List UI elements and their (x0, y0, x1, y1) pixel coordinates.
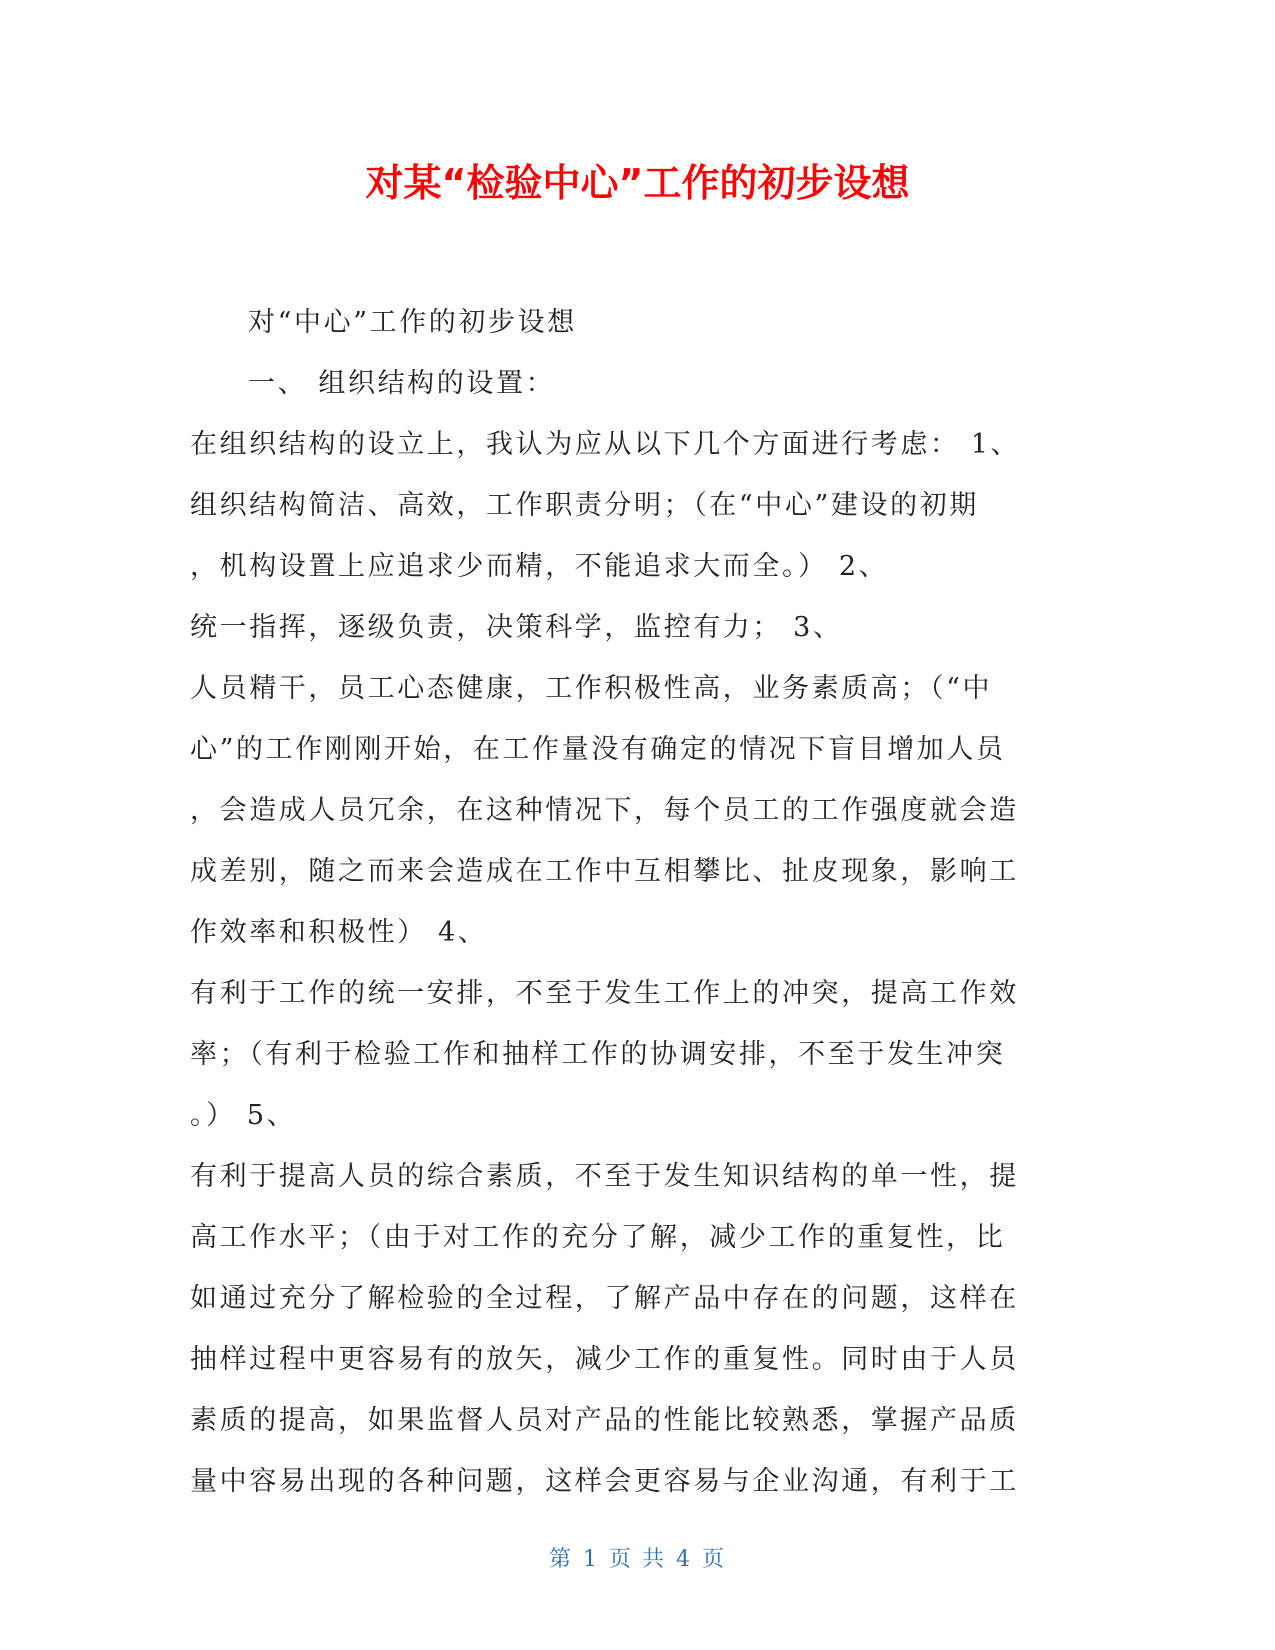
body-line: 心”的工作刚刚开始，在工作量没有确定的情况下盲目增加人员 (190, 734, 1006, 765)
body-line: 一、 组织结构的设置： (248, 368, 556, 399)
footer-prefix: 第 (548, 1547, 573, 1572)
body-line: 统一指挥，逐级负责，决策科学，监控有力； 3、 (190, 612, 843, 643)
document-body (190, 292, 1070, 1512)
body-line: 成差别，随之而来会造成在工作中互相攀比、扯皮现象，影响工 (190, 856, 1019, 887)
body-line: 对“中心”工作的初步设想 (248, 307, 577, 338)
body-line: 如通过充分了解检验的全过程，了解产品中存在的问题，这样在 (190, 1283, 1019, 1314)
body-line: 组织结构简洁、高效，工作职责分明；（在“中心”建设的初期 (190, 490, 979, 521)
body-line: 在组织结构的设立上，我认为应从以下几个方面进行考虑： 1、 (190, 429, 1021, 460)
footer-suffix: 页 (702, 1547, 727, 1572)
body-line: 有利于工作的统一安排，不至于发生工作上的冲突，提高工作效 (190, 978, 1019, 1009)
footer-mid: 页 共 (609, 1547, 666, 1572)
page-footer (0, 1542, 1275, 1573)
body-line: 作效率和积极性） 4、 (190, 917, 488, 948)
body-line: 。） 5、 (190, 1100, 297, 1131)
document-title: 对某“检验中心”工作的初步设想 (365, 161, 910, 205)
body-line: 量中容易出现的各种问题，这样会更容易与企业沟通，有利于工 (190, 1466, 1019, 1497)
page-number-total: 4 (676, 1547, 692, 1572)
body-line: 素质的提高，如果监督人员对产品的性能比较熟悉，掌握产品质 (190, 1405, 1019, 1436)
body-line: 率；（有利于检验工作和抽样工作的协调安排，不至于发生冲突 (190, 1039, 1006, 1070)
body-line: 抽样过程中更容易有的放矢，减少工作的重复性。同时由于人员 (190, 1344, 1019, 1375)
body-line: ，会造成人员冗余，在这种情况下，每个员工的工作强度就会造 (190, 795, 1019, 826)
page-number-current: 1 (583, 1547, 599, 1572)
body-line: 高工作水平；（由于对工作的充分了解，减少工作的重复性，比 (190, 1222, 1006, 1253)
body-line: 人员精干，员工心态健康，工作积极性高，业务素质高；（“中 (190, 673, 993, 704)
body-line: 有利于提高人员的综合素质，不至于发生知识结构的单一性，提 (190, 1161, 1019, 1192)
body-line: ，机构设置上应追求少而精，不能追求大而全。） 2、 (190, 551, 889, 582)
